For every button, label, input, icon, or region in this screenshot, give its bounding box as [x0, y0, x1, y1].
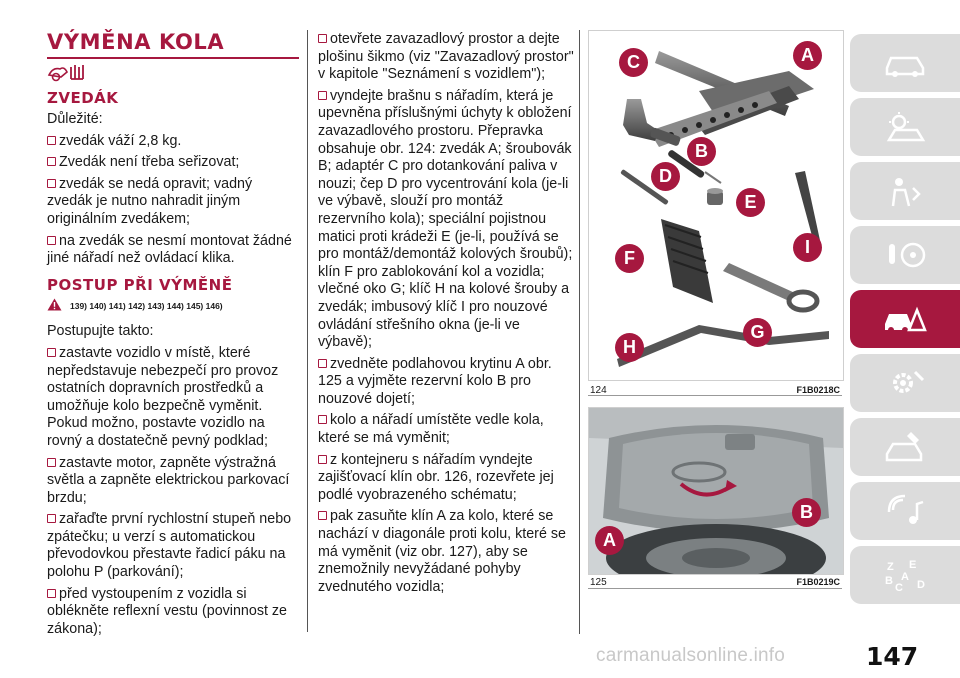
figure-125-trunk [588, 407, 844, 575]
list-item: zastavte vozidlo v místě, které nepředstavuje nebezpečí pro provoz ostatních dopravních prostředků a umožňuje kolo bezpečně vyměnit. Pokud možno, postavte vozidlo na rovný a dostatečně pevný podklad; [47, 344, 279, 449]
tire-service-icon [47, 63, 299, 85]
specifications-icon [883, 430, 927, 464]
car-dashboard-icon [883, 46, 927, 80]
tab-dashboard[interactable] [850, 34, 960, 92]
checkbox-bullet-icon [318, 455, 327, 464]
svg-text:C: C [895, 582, 903, 592]
chapter-tabs [850, 34, 960, 610]
figure-number: 124 [590, 385, 607, 396]
figure-label-A: A [595, 526, 624, 555]
svg-text:E: E [909, 559, 917, 571]
figure-caption-rule [588, 588, 842, 589]
tab-multimedia[interactable] [850, 482, 960, 540]
figure-label-E: E [736, 188, 765, 217]
tab-maintenance[interactable] [850, 354, 960, 412]
tab-in-emergency[interactable] [850, 290, 960, 348]
list-item: Zvedák není třeba seřizovat; [47, 154, 299, 172]
list-item: zvedák váží 2,8 kg. [47, 133, 299, 151]
key-steering-wheel-icon [883, 238, 927, 272]
warning-references [47, 298, 299, 317]
warning-lights-icon [883, 110, 927, 144]
figure-label-B: B [792, 498, 821, 527]
checkbox-bullet-icon [47, 236, 56, 245]
checkbox-bullet-icon [318, 34, 327, 43]
checkbox-bullet-icon [47, 458, 56, 467]
seatbelt-safety-icon [883, 174, 927, 208]
multimedia-icon [883, 494, 927, 528]
middle-column [318, 31, 574, 600]
list-item: zvedák se nedá opravit; vadný zvedák je nutno nahradit jiným originálním zvedákem; [47, 175, 253, 227]
warning-triangle-icon [47, 298, 62, 317]
tab-technical-data[interactable] [850, 418, 960, 476]
figure-code: F1B0218C [796, 385, 840, 395]
figure-label-H: H [615, 333, 644, 362]
figure-125-caption [590, 577, 840, 588]
page-number: 147 [866, 642, 919, 671]
figure-label-I: I [793, 233, 822, 262]
figure-label-D: D [651, 162, 680, 191]
figure-number: 125 [590, 577, 607, 588]
figure-code: F1B0219C [796, 577, 840, 587]
tab-index[interactable] [850, 546, 960, 604]
maintenance-gear-icon [883, 366, 927, 400]
svg-text:A: A [901, 571, 909, 583]
figure-label-A: A [793, 41, 822, 70]
checkbox-bullet-icon [47, 157, 56, 166]
figure-label-G: G [743, 318, 772, 347]
list-item: zařaďte první rychlostní stupeň nebo zpátečku; u verzí s automatickou převodovkou přestavte řadicí páku na polohu P (parkování); [47, 511, 292, 581]
toolkit-illustration [589, 31, 843, 380]
warning-numbers: 139) 140) 141) 142) 143) 144) 145) 146) [70, 301, 223, 312]
checkbox-bullet-icon [47, 514, 56, 523]
index-letters-icon [883, 558, 927, 592]
tab-warning-lights[interactable] [850, 98, 960, 156]
important-label: Důležité: [47, 111, 103, 127]
list-item: otevřete zavazadlový prostor a dejte plošinu šikmo (viz "Zavazadlový prostor" v kapitole "Seznámení s vozidlem"); [318, 31, 574, 83]
figure-label-C: C [619, 48, 648, 77]
list-item: pak zasuňte klín A za kolo, které se nachází v diagonále proti kolu, které se má vyměnit (viz obr. 127), aby se znemožnily nevyžádané pohyby zvednutého vozidla; [318, 508, 566, 595]
svg-text:Z: Z [887, 561, 894, 573]
list-item: kolo a nářadí umístěte vedle kola, které se má vyměnit; [318, 412, 544, 447]
list-item: před vystoupením z vozidla si oblékněte reflexní vestu (povinnost ze zákona); [47, 585, 288, 637]
checkbox-bullet-icon [318, 415, 327, 424]
subsection-title-jack: ZVEDÁK [47, 89, 119, 107]
left-column [47, 30, 299, 642]
checkbox-bullet-icon [318, 91, 327, 100]
figure-label-B: B [687, 137, 716, 166]
checkbox-bullet-icon [47, 589, 56, 598]
title-rule [47, 57, 299, 59]
watermark: carmanualsonline.info [596, 645, 786, 666]
trunk-illustration [589, 408, 843, 574]
list-item: z kontejneru s nářadím vyndejte zajišťovací klín obr. 126, rozevřete jej podlé vyobrazeného schématu; [318, 451, 554, 503]
svg-text:D: D [917, 579, 925, 591]
checkbox-bullet-icon [47, 136, 56, 145]
checkbox-bullet-icon [47, 179, 56, 188]
tab-starting-driving[interactable] [850, 226, 960, 284]
list-item: zvedněte podlahovou krytinu A obr. 125 a vyjměte rezervní kolo B pro nouzové dojetí; [318, 355, 552, 407]
column-separator [579, 30, 580, 634]
checkbox-bullet-icon [318, 511, 327, 520]
figure-124-caption [590, 385, 840, 396]
figure-124-toolkit [588, 30, 844, 381]
list-item: na zvedák se nesmí montovat žádné jiné nářadí než ovládací klika. [47, 232, 292, 267]
column-separator [307, 30, 308, 632]
subsection-title-procedure: POSTUP PŘI VÝMĚNĚ [47, 275, 233, 294]
figure-label-F: F [615, 244, 644, 273]
tab-safety[interactable] [850, 162, 960, 220]
breakdown-icon [883, 302, 927, 336]
checkbox-bullet-icon [318, 359, 327, 368]
list-item: vyndejte brašnu s nářadím, která je upevněna příslušnými úchyty k obložení zavazadlového prostoru. Přepravka obsahuje obr. 124: zvedák A; šroubovák B; adaptér C pro dotankování paliva v nouzi; čep D pro vycentrování kola (je-li ve výbavě, slouží pro montáž rezervního kola); speciální pojistnou matici proti krádeži E (je-li, používá se pro montáž/demontáž kolových šroubů); klín F pro zablokování kol a vozidla; vlečné oko G; klíč H na kolové šrouby a zvedák; imbusový klíč I pro nouzové ovládání střešního okna (je-li ve výbavě); [318, 87, 573, 351]
svg-text:B: B [885, 575, 893, 587]
checkbox-bullet-icon [47, 348, 56, 357]
section-title: VÝMĚNA KOLA [47, 30, 225, 54]
list-item: zastavte motor, zapněte výstražná světla a zapněte elektrickou parkovací brzdu; [47, 454, 290, 506]
proceed-label: Postupujte takto: [47, 323, 154, 340]
